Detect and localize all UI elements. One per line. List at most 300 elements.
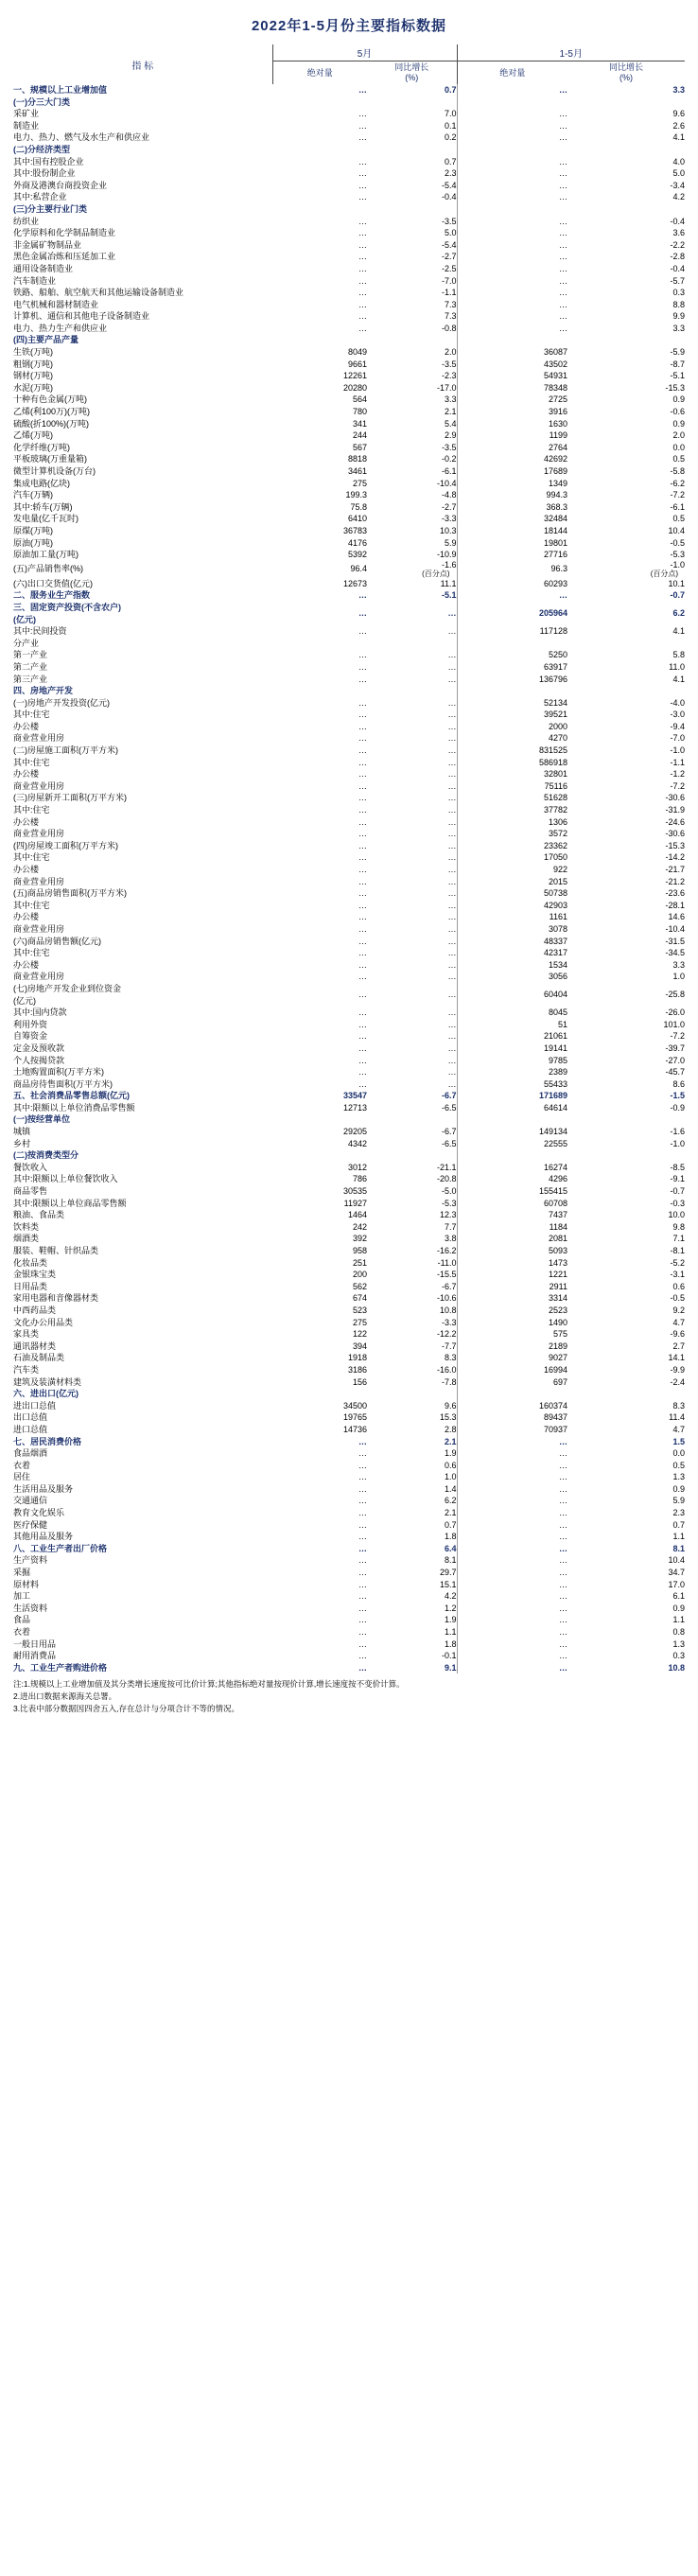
table-row bbox=[13, 1043, 685, 1055]
row-cum-absolute bbox=[457, 334, 567, 346]
row-cum-absolute: 36087 bbox=[543, 347, 567, 358]
row-may-yoy: … bbox=[367, 780, 457, 793]
row-indicator-label: 生活资料 bbox=[13, 1603, 48, 1613]
row-may-yoy: … bbox=[367, 1043, 457, 1055]
row-indicator-label: 三、固定资产投资(不含农户) (亿元) bbox=[13, 602, 121, 624]
note-1: 注:1.规模以上工业增加值及其分类增长速度按可比价计算;其他指标绝对量按现价计算,增长速度按不变价计算。 bbox=[13, 1679, 405, 1690]
row-may-yoy: 11.1 bbox=[367, 578, 457, 590]
row-may-absolute: 3012 bbox=[347, 1162, 367, 1172]
row-indicator-label: 非金属矿物制品业 bbox=[13, 239, 82, 250]
row-indicator-label: (四)房屋竣工面积(万平方米) bbox=[13, 840, 118, 850]
row-cum-yoy: -30.6 bbox=[665, 829, 686, 839]
row-cum-absolute: 17689 bbox=[543, 466, 567, 476]
table-row bbox=[13, 1483, 685, 1496]
row-may-yoy: 15.1 bbox=[367, 1579, 457, 1591]
row-may-absolute: … bbox=[358, 650, 367, 660]
row-cum-absolute: 52134 bbox=[543, 697, 567, 708]
row-indicator-label: 微型计算机设备(万台) bbox=[13, 466, 96, 476]
row-may-yoy: -16.2 bbox=[367, 1245, 457, 1257]
row-cum-yoy: 0.0 bbox=[672, 442, 686, 452]
table-row bbox=[13, 1471, 685, 1483]
table-row bbox=[13, 1364, 685, 1376]
row-cum-yoy: -5.3 bbox=[670, 550, 686, 560]
row-indicator-label: 纺织业 bbox=[13, 216, 40, 226]
row-may-yoy: … bbox=[367, 721, 457, 733]
row-indicator-label: 化妆品类 bbox=[13, 1257, 48, 1268]
row-cum-yoy: 7.1 bbox=[672, 1234, 686, 1244]
row-cum-absolute bbox=[457, 1149, 567, 1162]
row-cum-absolute: 60404 bbox=[543, 990, 567, 1000]
row-indicator-label: 文化办公用品类 bbox=[13, 1317, 74, 1327]
row-may-absolute: … bbox=[358, 85, 367, 95]
row-may-yoy: … bbox=[367, 947, 457, 959]
table-row bbox=[13, 589, 685, 602]
row-cum-absolute: 5250 bbox=[548, 650, 567, 660]
row-cum-yoy: -5.9 bbox=[670, 347, 686, 358]
row-indicator-label: 九、工业生产者购进价格 bbox=[13, 1662, 108, 1673]
row-may-yoy: … bbox=[367, 923, 457, 936]
row-cum-yoy: -26.0 bbox=[665, 1008, 686, 1018]
row-cum-absolute: 19801 bbox=[543, 537, 567, 548]
row-cum-yoy: 0.7 bbox=[672, 1519, 686, 1530]
row-cum-absolute: … bbox=[559, 216, 567, 226]
row-may-yoy: … bbox=[367, 887, 457, 900]
row-may-absolute: … bbox=[358, 757, 367, 767]
row-cum-absolute: 1199 bbox=[549, 430, 567, 441]
row-cum-yoy: -0.4 bbox=[670, 263, 686, 273]
row-indicator-label: 第二产业 bbox=[13, 661, 48, 672]
row-may-yoy: 5.9 bbox=[367, 537, 457, 550]
row-may-absolute: 30535 bbox=[342, 1186, 367, 1197]
row-cum-yoy: -14.2 bbox=[665, 852, 686, 863]
row-may-absolute: … bbox=[358, 1603, 367, 1613]
row-cum-absolute: 16274 bbox=[543, 1162, 567, 1172]
row-may-yoy: … bbox=[367, 851, 457, 864]
row-may-yoy: 0.7 bbox=[367, 1519, 457, 1532]
row-may-yoy: -10.4 bbox=[367, 478, 457, 490]
row-may-yoy: -16.0 bbox=[367, 1364, 457, 1376]
table-row bbox=[13, 1090, 685, 1102]
row-cum-absolute: 1306 bbox=[548, 816, 567, 827]
table-row bbox=[13, 1019, 685, 1031]
row-may-yoy: … bbox=[367, 697, 457, 710]
row-may-yoy: … bbox=[367, 959, 457, 972]
row-cum-yoy: 4.1 bbox=[672, 674, 686, 684]
row-cum-yoy: -5.1 bbox=[670, 371, 686, 381]
row-cum-absolute: 117128 bbox=[539, 626, 567, 637]
row-cum-yoy: 1.1 bbox=[672, 1532, 686, 1542]
row-may-absolute: … bbox=[358, 1591, 367, 1602]
row-indicator-label: 食品烟酒 bbox=[13, 1448, 48, 1459]
table-row bbox=[13, 649, 685, 661]
row-cum-absolute bbox=[457, 685, 567, 697]
row-may-yoy: 6.2 bbox=[367, 1495, 457, 1507]
row-cum-absolute: 27716 bbox=[543, 550, 567, 560]
table-row bbox=[13, 1662, 685, 1674]
row-may-absolute: 75.8 bbox=[350, 501, 367, 512]
row-cum-absolute: … bbox=[559, 1579, 567, 1589]
row-may-absolute: … bbox=[358, 1055, 367, 1065]
table-row bbox=[13, 780, 685, 793]
row-may-absolute: … bbox=[358, 228, 367, 238]
row-cum-absolute: 368.3 bbox=[546, 501, 567, 512]
table-row bbox=[13, 1305, 685, 1317]
row-may-yoy: 8.1 bbox=[367, 1554, 457, 1567]
row-may-absolute: … bbox=[358, 1448, 367, 1459]
row-may-yoy: … bbox=[367, 971, 457, 983]
row-may-yoy: 2.1 bbox=[367, 406, 457, 418]
row-may-yoy: 2.0 bbox=[367, 346, 457, 359]
row-may-absolute: … bbox=[358, 805, 367, 815]
row-may-yoy: -10.9 bbox=[367, 549, 457, 561]
row-cum-yoy: 9.6 bbox=[672, 109, 686, 119]
row-cum-absolute: 5093 bbox=[548, 1246, 567, 1255]
row-cum-yoy: 1.1 bbox=[672, 1615, 686, 1625]
row-cum-absolute: 575 bbox=[552, 1329, 567, 1340]
row-may-absolute: … bbox=[358, 1460, 367, 1470]
row-cum-absolute: 9785 bbox=[548, 1055, 567, 1065]
row-indicator-label: 办公楼 bbox=[13, 912, 40, 922]
row-indicator-label: 原油(万吨) bbox=[13, 537, 53, 548]
table-row bbox=[13, 370, 685, 382]
row-indicator-label: 集成电路(亿块) bbox=[13, 478, 70, 488]
row-cum-absolute: 3314 bbox=[548, 1293, 567, 1304]
row-cum-yoy: -15.3 bbox=[665, 382, 686, 393]
row-indicator-label: 定金及预收款 bbox=[13, 1043, 65, 1053]
row-may-absolute: … bbox=[358, 1496, 367, 1506]
row-cum-yoy: -1.6 bbox=[670, 1127, 686, 1137]
table-row bbox=[13, 864, 685, 876]
row-indicator-label: 交通通信 bbox=[13, 1496, 48, 1506]
row-cum-yoy: 11.0 bbox=[669, 661, 686, 672]
row-cum-yoy: 17.0 bbox=[668, 1579, 686, 1589]
row-cum-yoy: -0.7 bbox=[670, 590, 686, 601]
table-row bbox=[13, 180, 685, 192]
row-cum-absolute: … bbox=[559, 1508, 567, 1518]
row-cum-yoy: 10.4 bbox=[668, 525, 686, 535]
row-may-yoy: -3.5 bbox=[367, 442, 457, 454]
row-indicator-label: 计算机、通信和其他电子设备制造业 bbox=[13, 311, 150, 322]
row-cum-yoy: 9.9 bbox=[672, 311, 686, 322]
row-may-absolute: … bbox=[358, 1067, 367, 1078]
row-may-absolute: 4342 bbox=[347, 1138, 367, 1148]
row-cum-absolute: … bbox=[559, 1519, 567, 1530]
row-may-yoy: -6.7 bbox=[367, 1126, 457, 1138]
row-cum-yoy: -27.0 bbox=[665, 1055, 686, 1065]
row-may-yoy: 7.3 bbox=[367, 299, 457, 311]
row-indicator-label: 其中:私营企业 bbox=[13, 192, 67, 202]
row-cum-absolute: 1221 bbox=[548, 1270, 567, 1280]
row-cum-absolute: 22555 bbox=[543, 1138, 567, 1148]
row-may-yoy: -3.3 bbox=[367, 1317, 457, 1329]
row-cum-absolute: 2000 bbox=[548, 721, 567, 731]
table-row bbox=[13, 1411, 685, 1424]
row-indicator-label: 办公楼 bbox=[13, 721, 40, 731]
row-may-yoy bbox=[367, 1113, 457, 1126]
row-may-yoy bbox=[367, 1388, 457, 1400]
row-cum-yoy: -1.1 bbox=[670, 757, 686, 767]
row-may-yoy: … bbox=[367, 840, 457, 852]
row-indicator-label: 其中:限额以上单位商品零售额 bbox=[13, 1198, 127, 1208]
row-indicator-label: 建筑及装潢材料类 bbox=[13, 1376, 82, 1387]
row-indicator-label: 第一产业 bbox=[13, 650, 48, 660]
row-cum-absolute bbox=[457, 96, 567, 109]
row-cum-absolute: 2523 bbox=[548, 1305, 567, 1315]
table-row bbox=[13, 1507, 685, 1519]
row-indicator-label: 其中:国有控股企业 bbox=[13, 156, 84, 166]
row-may-absolute: 394 bbox=[352, 1341, 367, 1351]
row-cum-yoy: -7.2 bbox=[670, 490, 686, 500]
row-may-yoy: 29.7 bbox=[367, 1567, 457, 1579]
row-cum-yoy: 4.7 bbox=[672, 1424, 686, 1434]
row-cum-absolute: 2764 bbox=[548, 442, 567, 452]
row-cum-absolute: 1184 bbox=[549, 1221, 567, 1232]
row-cum-yoy: -28.1 bbox=[665, 900, 686, 910]
row-indicator-label: 采掘 bbox=[13, 1568, 31, 1578]
row-indicator-label: 烟酒类 bbox=[13, 1234, 40, 1244]
row-may-absolute: 11927 bbox=[343, 1198, 367, 1208]
row-may-absolute: 564 bbox=[352, 394, 367, 405]
row-may-absolute: … bbox=[358, 990, 367, 1000]
table-row bbox=[13, 792, 685, 804]
table-row bbox=[13, 501, 685, 514]
row-may-absolute: … bbox=[358, 780, 367, 791]
table-row bbox=[13, 971, 685, 983]
table-row bbox=[13, 1209, 685, 1221]
row-cum-yoy: -5.8 bbox=[670, 466, 686, 476]
row-may-absolute: … bbox=[358, 216, 367, 226]
row-may-yoy: … bbox=[367, 911, 457, 923]
row-cum-yoy bbox=[567, 96, 685, 109]
row-may-yoy: -0.8 bbox=[367, 323, 457, 335]
row-cum-yoy: 0.9 bbox=[672, 418, 686, 429]
row-cum-yoy: 2.3 bbox=[672, 1508, 686, 1518]
row-cum-yoy: -9.9 bbox=[670, 1364, 686, 1375]
table-row bbox=[13, 1495, 685, 1507]
table-row bbox=[13, 239, 685, 252]
row-cum-absolute: 32801 bbox=[543, 769, 567, 780]
row-may-yoy: -5.4 bbox=[367, 180, 457, 192]
row-indicator-label: 家用电器和音像器材类 bbox=[13, 1293, 99, 1304]
row-indicator-label: 一、规模以上工业增加值 bbox=[13, 85, 108, 95]
row-may-absolute: … bbox=[358, 721, 367, 731]
row-cum-absolute: 2725 bbox=[548, 394, 567, 405]
row-may-yoy: 1.1 bbox=[367, 1626, 457, 1638]
row-cum-yoy: 10.4 bbox=[668, 1555, 686, 1566]
row-cum-absolute: … bbox=[559, 311, 567, 322]
row-cum-yoy: 4.1 bbox=[672, 626, 686, 637]
row-cum-absolute: … bbox=[559, 1448, 567, 1459]
row-indicator-label: 办公楼 bbox=[13, 769, 40, 780]
row-may-absolute: … bbox=[358, 1078, 367, 1089]
row-may-absolute: 200 bbox=[352, 1270, 367, 1280]
row-may-absolute: 1464 bbox=[347, 1210, 367, 1220]
row-may-yoy: -0.1 bbox=[367, 1650, 457, 1662]
row-may-yoy: … bbox=[367, 732, 457, 745]
row-may-absolute: … bbox=[358, 1579, 367, 1589]
row-indicator-label: 医疗保健 bbox=[13, 1519, 48, 1530]
row-may-yoy: -3.3 bbox=[367, 513, 457, 525]
row-may-yoy: … bbox=[367, 876, 457, 888]
row-cum-yoy: 5.8 bbox=[672, 650, 686, 660]
row-may-yoy: 12.3 bbox=[367, 1209, 457, 1221]
row-indicator-label: (三)房屋新开工面积(万平方米) bbox=[13, 793, 127, 803]
row-may-absolute: 12673 bbox=[342, 578, 367, 588]
row-may-absolute: 20280 bbox=[342, 382, 367, 393]
row-cum-yoy: 10.0 bbox=[668, 1210, 686, 1220]
row-indicator-label: (二)房屋施工面积(万平方米) bbox=[13, 745, 118, 756]
row-may-yoy bbox=[367, 638, 457, 650]
row-may-yoy: 7.3 bbox=[367, 310, 457, 323]
row-may-yoy: … bbox=[367, 1019, 457, 1031]
row-indicator-label: 居住 bbox=[13, 1472, 31, 1482]
table-row bbox=[13, 108, 685, 120]
row-indicator-label: 商品房待售面积(万平方米) bbox=[13, 1078, 113, 1089]
table-row bbox=[13, 1245, 685, 1257]
table-row bbox=[13, 828, 685, 840]
row-cum-absolute: 1349 bbox=[548, 478, 567, 488]
table-row bbox=[13, 768, 685, 780]
row-indicator-label: 加工 bbox=[13, 1591, 31, 1602]
row-indicator-label: 乙烯(万吨) bbox=[13, 430, 53, 441]
row-cum-yoy: -1.0 bbox=[670, 745, 686, 756]
row-cum-absolute: 1473 bbox=[548, 1257, 567, 1268]
row-indicator-label: 粗钢(万吨) bbox=[13, 359, 53, 369]
row-may-absolute: 12261 bbox=[342, 371, 367, 381]
row-indicator-label: 汽车类 bbox=[13, 1364, 40, 1375]
row-may-absolute: … bbox=[358, 972, 367, 982]
row-may-yoy: -4.8 bbox=[367, 489, 457, 501]
row-cum-absolute: 1534 bbox=[548, 959, 567, 970]
row-cum-absolute: 2081 bbox=[548, 1234, 567, 1244]
table-row bbox=[13, 1173, 685, 1185]
row-cum-absolute: 18144 bbox=[543, 525, 567, 535]
row-indicator-label: 办公楼 bbox=[13, 816, 40, 827]
row-may-absolute: … bbox=[358, 1508, 367, 1518]
row-cum-yoy: 0.8 bbox=[672, 1627, 686, 1637]
table-row bbox=[13, 1400, 685, 1412]
row-cum-yoy: 4.2 bbox=[672, 192, 686, 202]
row-cum-yoy: -1.5 bbox=[670, 1091, 686, 1101]
row-cum-yoy: 2.6 bbox=[672, 120, 686, 131]
table-row bbox=[13, 1126, 685, 1138]
table-row bbox=[13, 1554, 685, 1567]
row-may-absolute: … bbox=[358, 263, 367, 273]
row-cum-yoy: 0.0 bbox=[672, 1448, 686, 1459]
row-may-yoy: 6.4 bbox=[367, 1543, 457, 1555]
table-row bbox=[13, 275, 685, 288]
row-indicator-label: 五、社会消费品零售总额(亿元) bbox=[13, 1091, 130, 1101]
row-cum-yoy: -30.6 bbox=[665, 793, 686, 803]
row-indicator-label: 原油加工量(万吨) bbox=[13, 550, 79, 560]
header-index: 指 标 bbox=[13, 44, 272, 84]
table-row bbox=[13, 406, 685, 418]
table-row bbox=[13, 1638, 685, 1651]
row-may-absolute: … bbox=[358, 192, 367, 202]
row-indicator-label: (一)分三大门类 bbox=[13, 96, 70, 107]
row-cum-absolute: 55433 bbox=[543, 1078, 567, 1089]
row-cum-absolute: … bbox=[559, 299, 567, 309]
table-row bbox=[13, 1519, 685, 1532]
row-indicator-label: 乡村 bbox=[13, 1138, 31, 1148]
row-cum-absolute: … bbox=[559, 180, 567, 190]
row-indicator-label: 六、进出口(亿元) bbox=[13, 1389, 79, 1399]
row-may-yoy: -21.1 bbox=[367, 1162, 457, 1174]
table-row bbox=[13, 263, 685, 275]
row-indicator-label: 其中:住宅 bbox=[13, 948, 50, 958]
table-notes bbox=[13, 1678, 685, 1715]
row-cum-yoy: 1.5 bbox=[672, 1436, 686, 1446]
row-may-yoy: 9.1 bbox=[367, 1662, 457, 1674]
row-indicator-label: 电力、热力、燃气及水生产和供应业 bbox=[13, 132, 150, 143]
row-may-absolute: 33547 bbox=[342, 1091, 367, 1101]
row-may-absolute: … bbox=[358, 180, 367, 190]
row-may-yoy: … bbox=[367, 602, 457, 625]
row-may-absolute: … bbox=[358, 661, 367, 672]
row-cum-absolute: 96.3 bbox=[550, 564, 567, 574]
row-cum-yoy: 8.6 bbox=[672, 1078, 686, 1089]
row-cum-yoy: -3.1 bbox=[670, 1270, 686, 1280]
row-cum-yoy: -0.6 bbox=[670, 407, 686, 417]
row-may-yoy bbox=[367, 144, 457, 156]
row-cum-absolute: … bbox=[559, 252, 567, 262]
row-indicator-label: 家具类 bbox=[13, 1329, 40, 1340]
table-row bbox=[13, 685, 685, 697]
table-row bbox=[13, 923, 685, 936]
row-may-yoy: 2.8 bbox=[367, 1424, 457, 1436]
row-may-absolute: … bbox=[358, 1043, 367, 1053]
row-may-absolute: … bbox=[358, 1627, 367, 1637]
row-cum-absolute: 78348 bbox=[543, 382, 567, 393]
row-cum-absolute: … bbox=[559, 1603, 567, 1613]
row-cum-yoy bbox=[567, 1149, 685, 1162]
row-cum-absolute: … bbox=[559, 1615, 567, 1625]
table-row bbox=[13, 1579, 685, 1591]
row-cum-yoy: -0.3 bbox=[670, 1198, 686, 1208]
row-cum-absolute: 39521 bbox=[543, 710, 567, 720]
row-indicator-label: 其中:住宅 bbox=[13, 757, 50, 767]
row-may-yoy: … bbox=[367, 625, 457, 638]
table-row bbox=[13, 851, 685, 864]
row-indicator-label: 利用外资 bbox=[13, 1019, 48, 1029]
table-row bbox=[13, 625, 685, 638]
row-may-yoy: -1.6 (百分点) bbox=[367, 561, 457, 578]
row-cum-yoy: -24.6 bbox=[665, 816, 686, 827]
row-indicator-label: 土地购置面积(万平方米) bbox=[13, 1067, 104, 1078]
row-may-absolute: … bbox=[358, 936, 367, 946]
row-may-yoy: … bbox=[367, 649, 457, 661]
row-cum-yoy: 9.8 bbox=[672, 1221, 686, 1232]
row-may-yoy: -7.7 bbox=[367, 1341, 457, 1353]
table-row bbox=[13, 1149, 685, 1162]
row-cum-absolute: 2911 bbox=[549, 1281, 567, 1291]
row-may-yoy: 1.0 bbox=[367, 1471, 457, 1483]
row-indicator-label: (六)出口交货值(亿元) bbox=[13, 578, 93, 588]
row-may-absolute: 19765 bbox=[342, 1412, 367, 1423]
row-indicator-label: 衣着 bbox=[13, 1460, 31, 1470]
row-indicator-label: 分产业 bbox=[13, 638, 40, 648]
table-row bbox=[13, 216, 685, 228]
row-cum-absolute: … bbox=[559, 239, 567, 250]
row-may-absolute: 242 bbox=[352, 1221, 367, 1232]
row-may-yoy: 15.3 bbox=[367, 1411, 457, 1424]
row-cum-absolute: … bbox=[559, 590, 567, 601]
table-row bbox=[13, 876, 685, 888]
row-may-absolute: … bbox=[358, 948, 367, 958]
row-cum-yoy: -7.0 bbox=[670, 733, 686, 744]
row-cum-absolute: 3056 bbox=[548, 972, 567, 982]
row-cum-yoy: -34.5 bbox=[665, 948, 686, 958]
